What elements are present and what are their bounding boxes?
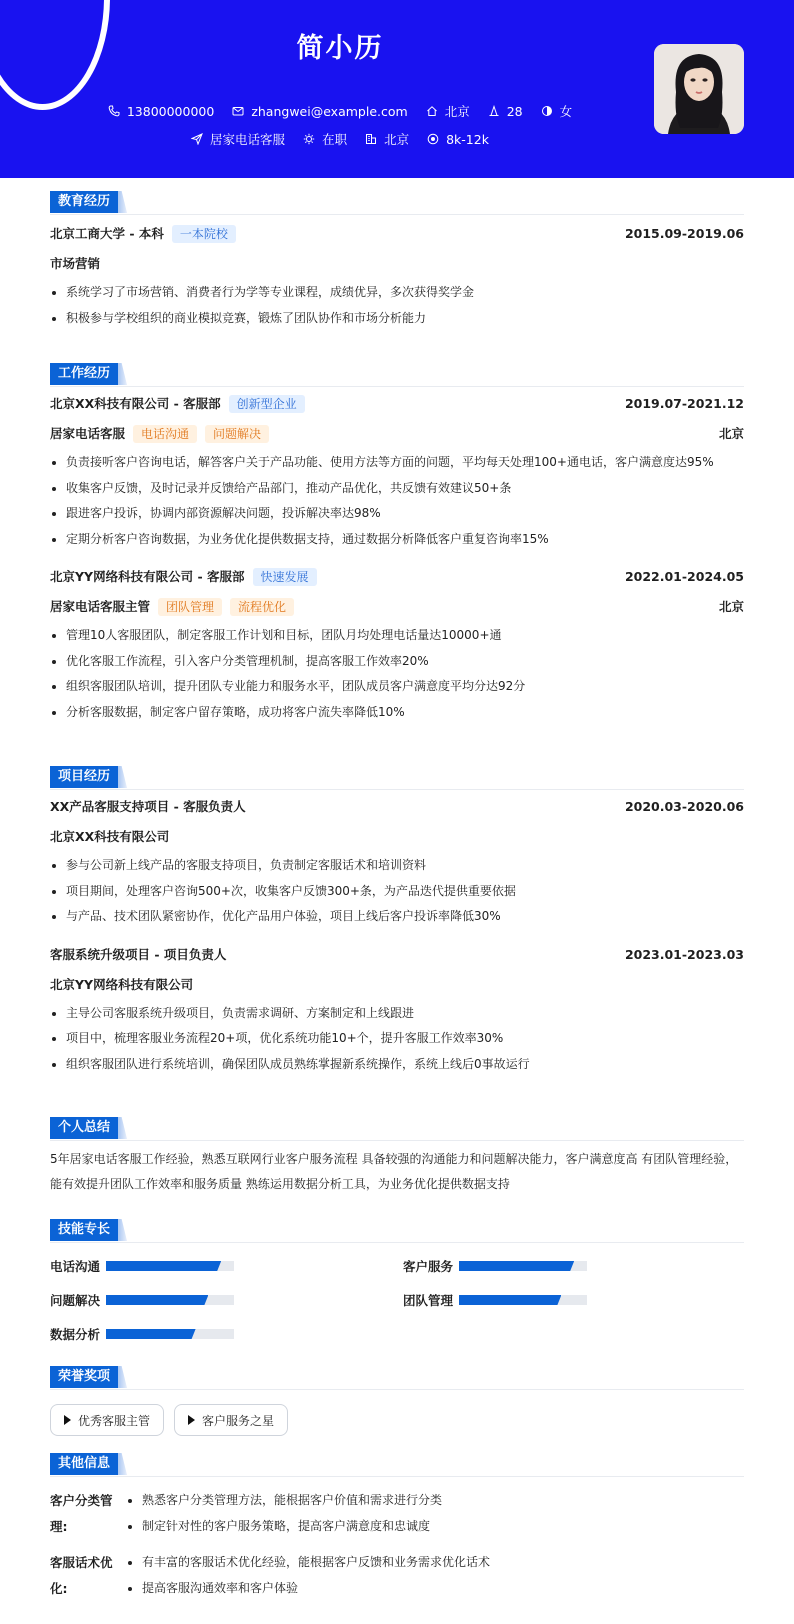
skill-item <box>403 1291 587 1309</box>
email-item <box>232 102 407 120</box>
list-item: 跟进客户投诉，协调内部资源解决问题，投诉解决率达98% <box>50 501 744 527</box>
resume-header <box>0 0 794 178</box>
section-title: 技能专长 <box>50 1219 118 1241</box>
gender-icon <box>541 105 553 117</box>
list-item: 项目中，梳理客服业务流程20+项，优化系统功能10+个，提升客服工作效率30% <box>50 1026 744 1052</box>
other-label: 客户分类管理: <box>50 1493 113 1534</box>
list-item: 负责接听客户咨询电话，解答客户关于产品功能、使用方法等方面的问题，平均每天处理100+通电话，客户满意度达95% <box>50 450 744 476</box>
list-item: 管理10人客服团队，制定客服工作计划和目标，团队月均处理电话量达10000+通 <box>50 623 744 649</box>
work-section <box>50 363 744 725</box>
company-name: 北京YY网络科技有限公司 - 客服部 <box>50 569 245 584</box>
job-date: 2019.07-2021.12 <box>624 396 744 411</box>
skill-tag: 电话沟通 <box>133 425 197 443</box>
education-bullets <box>50 280 744 331</box>
project-org-row <box>50 824 744 850</box>
contact-row <box>0 102 680 120</box>
projects-section <box>50 766 744 1077</box>
work-header <box>50 363 744 387</box>
list-item: 与产品、技术团队紧密协作，优化产品用户体验，项目上线后客户投诉率降低30% <box>50 904 744 930</box>
job-bullets <box>50 623 744 725</box>
project-entry <box>50 942 744 1078</box>
section-title: 其他信息 <box>50 1453 118 1475</box>
target-city-item <box>365 130 409 148</box>
email-text: zhangwei@example.com <box>251 103 408 119</box>
education-header <box>50 191 744 215</box>
skill-tag: 团队管理 <box>158 598 222 616</box>
list-item: 熟悉客户分类管理方法，能根据客户价值和需求进行分类 <box>126 1488 442 1514</box>
project-org-row <box>50 972 744 998</box>
skill-name: 电话沟通 <box>50 1259 101 1274</box>
other-section <box>50 1453 744 1601</box>
role-name: 居家电话客服 <box>50 426 126 441</box>
award-chip <box>174 1404 288 1436</box>
job-entry <box>50 564 744 725</box>
job-intent-row <box>0 130 680 148</box>
other-header <box>50 1453 744 1477</box>
section-title: 教育经历 <box>50 191 118 213</box>
send-icon <box>191 133 203 145</box>
summary-header <box>50 1117 744 1141</box>
summary-text <box>50 1147 744 1197</box>
company-row <box>50 391 744 417</box>
project-entry <box>50 794 744 930</box>
target-job-text: 居家电话客服 <box>210 132 286 147</box>
profile-photo <box>654 44 744 134</box>
list-item: 组织客服团队培训，提升团队专业能力和服务水平，团队成员客户满意度平均分达92分 <box>50 674 744 700</box>
gender-item <box>541 102 573 120</box>
other-label: 客服话术优化: <box>50 1555 113 1596</box>
age-item <box>488 102 523 120</box>
award-name: 优秀客服主管 <box>78 1413 151 1428</box>
project-date: 2023.01-2023.03 <box>624 946 744 962</box>
skill-fill <box>459 1295 561 1305</box>
mail-icon <box>232 105 244 117</box>
skill-name: 客户服务 <box>403 1259 454 1274</box>
skill-item <box>50 1291 234 1309</box>
salary-icon <box>427 133 439 145</box>
candidate-name: 简小历 <box>296 33 384 64</box>
list-item: 提高客服沟通效率和客户体验 <box>126 1576 490 1602</box>
section-title: 荣誉奖项 <box>50 1366 118 1388</box>
skill-bar <box>106 1295 234 1305</box>
skill-fill <box>459 1261 574 1271</box>
list-item: 有丰富的客服话术优化经验，能根据客户反馈和业务需求优化话术 <box>126 1550 490 1576</box>
skills-grid <box>50 1243 744 1343</box>
awards-header <box>50 1366 744 1390</box>
section-title: 个人总结 <box>50 1117 118 1139</box>
project-bullets <box>50 853 744 930</box>
list-item: 组织客服团队进行系统培训，确保团队成员熟练掌握新系统操作，系统上线后0事故运行 <box>50 1052 744 1078</box>
age-icon <box>488 105 500 117</box>
role-name: 居家电话客服主管 <box>50 599 151 614</box>
home-icon <box>426 105 438 117</box>
skill-item <box>50 1257 234 1275</box>
list-item: 制定针对性的客户服务策略，提高客户满意度和忠诚度 <box>126 1514 442 1540</box>
education-date: 2015.09-2019.06 <box>624 226 744 241</box>
home-city-text: 北京 <box>444 104 470 119</box>
skill-bar <box>106 1261 234 1271</box>
company-row <box>50 564 744 590</box>
skill-bar <box>106 1329 234 1339</box>
skill-fill <box>106 1329 196 1339</box>
list-item: 参与公司新上线产品的客服支持项目，负责制定客服话术和培训资料 <box>50 853 744 879</box>
major-name: 市场营销 <box>50 256 101 271</box>
list-item: 系统学习了市场营销、消费者行为学等专业课程，成绩优异，多次获得奖学金 <box>50 280 744 306</box>
skill-item <box>50 1325 234 1343</box>
job-location: 北京 <box>718 426 744 441</box>
education-row <box>50 221 744 247</box>
phone-item <box>108 102 214 120</box>
other-bullets <box>126 1488 442 1539</box>
other-bullets <box>126 1550 490 1601</box>
building-icon <box>365 133 377 145</box>
project-org: 北京YY网络科技有限公司 <box>50 976 194 992</box>
skills-section <box>50 1219 744 1343</box>
role-row <box>50 421 744 447</box>
major-row <box>50 251 744 277</box>
skill-tag: 问题解决 <box>205 425 269 443</box>
play-icon <box>188 1415 195 1425</box>
summary-line: 5年居家电话客服工作经验，熟悉互联网行业客户服务流程 具备较强的沟通能力和问题解决能力，客户满意度高 有团队管理经验， <box>50 1152 738 1166</box>
salary-text: 8k-12k <box>446 131 489 147</box>
project-name: 客服系统升级项目 - 项目负责人 <box>50 946 227 962</box>
status-icon <box>303 133 315 145</box>
award-name: 客户服务之星 <box>202 1413 275 1428</box>
phone-text: 13800000000 <box>126 103 215 119</box>
home-city-item <box>426 102 470 120</box>
skill-bar <box>459 1261 587 1271</box>
list-item: 定期分析客户咨询数据，为业务优化提供数据支持，通过数据分析降低客户重复咨询率15% <box>50 527 744 553</box>
target-job-item <box>191 130 285 148</box>
project-org: 北京XX科技有限公司 <box>50 829 170 844</box>
gender-text: 女 <box>559 104 573 119</box>
job-status-item <box>303 130 347 148</box>
skill-name: 数据分析 <box>50 1327 101 1342</box>
skill-fill <box>106 1261 221 1271</box>
company-tag: 创新型企业 <box>229 395 305 413</box>
list-item: 积极参与学校组织的商业模拟竞赛，锻炼了团队协作和市场分析能力 <box>50 306 744 332</box>
salary-item <box>427 130 489 148</box>
job-status-text: 在职 <box>322 132 348 147</box>
awards-section <box>50 1366 744 1436</box>
company-name: 北京XX科技有限公司 - 客服部 <box>50 396 221 411</box>
skill-fill <box>106 1295 208 1305</box>
project-name: XX产品客服支持项目 - 客服负责人 <box>50 799 246 814</box>
project-date: 2020.03-2020.06 <box>624 799 744 814</box>
skills-header <box>50 1219 744 1243</box>
list-item: 主导公司客服系统升级项目，负责需求调研、方案制定和上线跟进 <box>50 1001 744 1027</box>
job-date: 2022.01-2024.05 <box>624 569 744 584</box>
other-group <box>50 1550 744 1601</box>
job-bullets <box>50 450 744 552</box>
company-tag: 快速发展 <box>253 568 317 586</box>
skill-bar <box>459 1295 587 1305</box>
skill-tag: 流程优化 <box>230 598 294 616</box>
list-item: 优化客服工作流程，引入客户分类管理机制，提高客服工作效率20% <box>50 649 744 675</box>
project-row <box>50 942 744 968</box>
phone-icon <box>108 105 120 117</box>
skill-name: 团队管理 <box>403 1293 454 1308</box>
target-city-text: 北京 <box>384 132 410 147</box>
section-title: 工作经历 <box>50 363 118 385</box>
projects-header <box>50 766 744 790</box>
job-entry <box>50 391 744 552</box>
section-title: 项目经历 <box>50 766 118 788</box>
summary-line: 能有效提升团队工作效率和服务质量 熟练运用数据分析工具，为业务优化提供数据支持 <box>50 1177 510 1191</box>
skill-name: 问题解决 <box>50 1293 101 1308</box>
list-item: 收集客户反馈，及时记录并反馈给产品部门，推动产品优化，共反馈有效建议50+条 <box>50 476 744 502</box>
summary-section <box>50 1117 744 1197</box>
project-bullets <box>50 1001 744 1078</box>
other-group <box>50 1488 744 1539</box>
education-section <box>50 191 744 331</box>
school-tag: 一本院校 <box>172 225 236 243</box>
list-item: 分析客服数据，制定客户留存策略，成功将客户流失率降低10% <box>50 700 744 726</box>
awards-list <box>50 1404 744 1436</box>
age-text: 28 <box>506 103 523 119</box>
list-item: 项目期间，处理客户咨询500+次，收集客户反馈300+条，为产品迭代提供重要依据 <box>50 879 744 905</box>
skill-item <box>403 1257 587 1275</box>
award-chip <box>50 1404 164 1436</box>
project-row <box>50 794 744 820</box>
school-name: 北京工商大学 - 本科 <box>50 226 164 241</box>
play-icon <box>64 1415 71 1425</box>
job-location: 北京 <box>718 599 744 614</box>
role-row <box>50 594 744 620</box>
